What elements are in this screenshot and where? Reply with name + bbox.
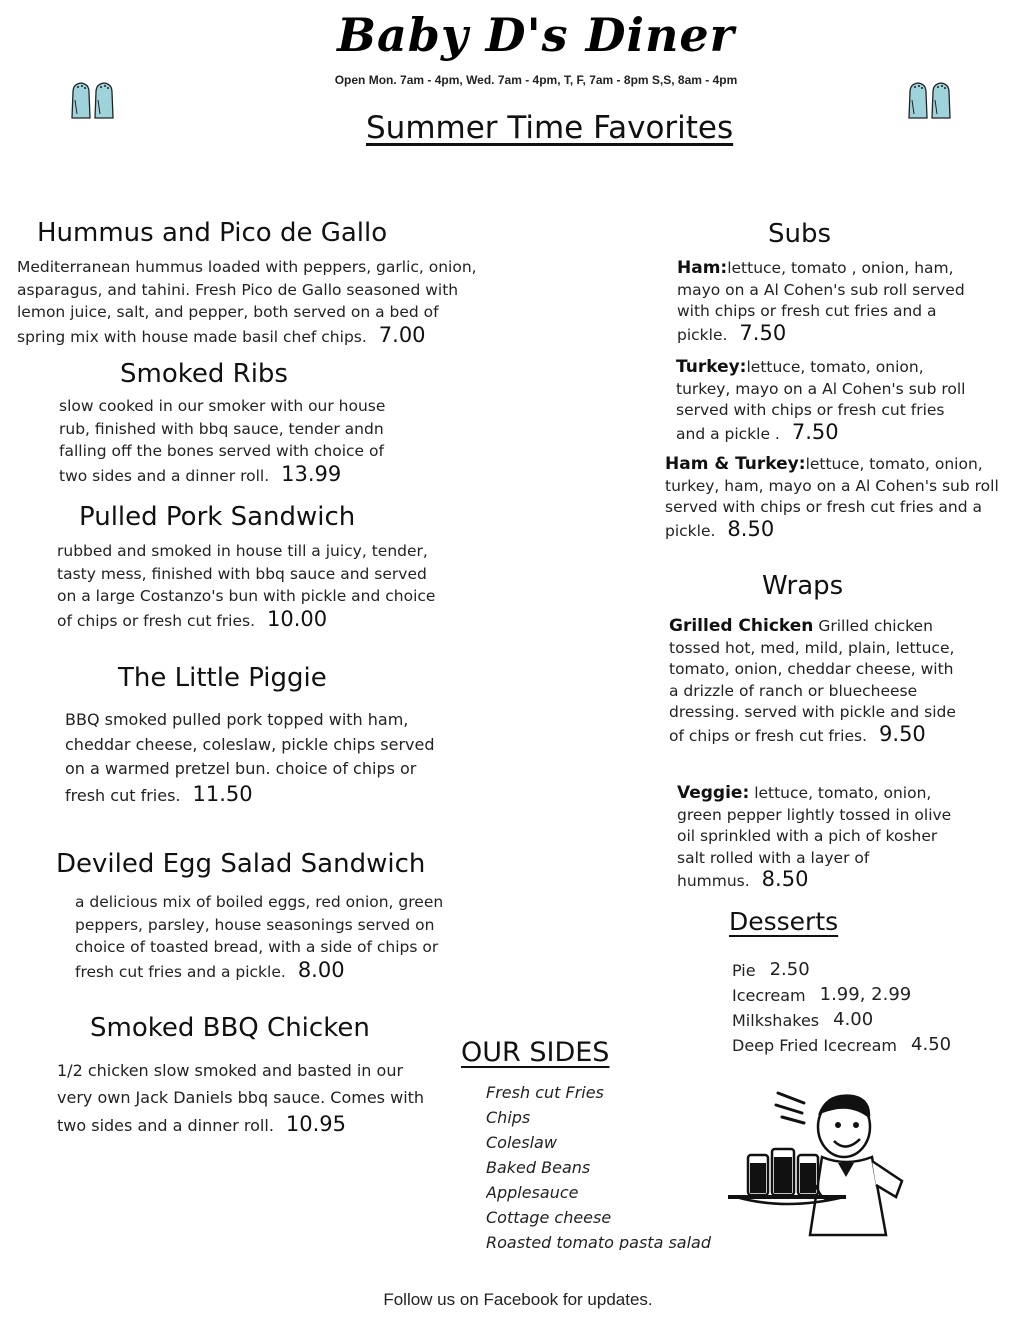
dessert-price: 1.99, 2.99 [819,984,912,1005]
item-price: 11.50 [192,781,253,806]
item-description [57,1057,442,1139]
dessert-item [732,1005,1012,1030]
salt-pepper-shakers-icon [905,78,957,122]
wrap-name: Grilled Chicken [669,616,814,636]
wrap-item [669,616,964,748]
sub-price: 7.50 [739,320,787,345]
sub-desc: lettuce, tomato, onion, turkey, ham, mayo on a Al Cohen's sub roll served with chips or fresh cut fries and a pickle. [665,455,999,540]
dessert-name: Icecream [732,986,806,1005]
dessert-name: Pie [732,961,756,980]
waiter-illustration [726,1085,936,1250]
item-desc-text: rubbed and smoked in house till a juicy, tender, tasty mess, finished with bbq sauce and served on a large Costanzo's bun with pickle and choice of chips or fresh cut fries. [57,542,436,630]
sub-price: 7.50 [791,419,839,444]
sides-list [486,1080,726,1250]
item-desc-text: BBQ smoked pulled pork topped with ham, cheddar cheese, coleslaw, pickle chips served on a warmed pretzel bun. choice of chips or fresh cut fries. [65,710,435,805]
side-item: Baked Beans [486,1158,591,1177]
dessert-item [732,980,1012,1005]
item-name: Smoked Ribs [120,359,288,389]
item-price: 7.00 [378,322,426,347]
item-price: 10.00 [267,606,328,631]
dessert-name: Deep Fried Icecream [732,1036,898,1055]
dessert-price: 4.00 [833,1009,874,1030]
item-description [59,395,404,487]
wrap-name: Veggie: [677,783,750,803]
sub-item [677,258,977,346]
item-description [75,891,460,983]
dessert-name: Milkshakes [732,1011,820,1030]
side-item: Applesauce [486,1183,579,1202]
menu-subtitle: Summer Time Favorites [366,110,734,146]
dessert-price: 2.50 [769,959,810,980]
item-name: The Little Piggie [118,663,327,693]
sub-name: Turkey: [676,357,747,377]
sub-desc: lettuce, tomato , onion, ham, mayo on a Al Cohen's sub roll served with chips or fresh cut fries and a pickle. [677,259,965,344]
side-item: Cottage cheese [486,1208,612,1227]
sub-item [665,454,1000,542]
sub-item [676,357,966,445]
item-desc-text: Mediterranean hummus loaded with peppers, garlic, onion, asparagus, and tahini. Fresh Pico de Gallo seasoned with lemon juice, salt, and pepper, both served on a bed of spring mix with house made basil chef chips. [17,258,477,346]
wrap-price: 8.50 [761,867,809,892]
wrap-item [677,783,952,893]
dessert-item [732,1030,1012,1055]
item-price: 10.95 [285,1112,347,1136]
side-item: Fresh cut Fries [486,1083,604,1102]
item-name: Deviled Egg Salad Sandwich [56,849,426,879]
wrap-desc: lettuce, tomato, onion, green pepper lightly tossed in olive oil sprinkled with a pich of kosher salt rolled with a layer of hummus. [677,784,952,891]
side-item: Chips [486,1108,531,1127]
wrap-desc: Grilled chicken tossed hot, med, mild, plain, lettuce, tomato, onion, cheddar cheese, with a drizzle of ranch or bluecheese dressing. served with pickle and side of chips or fresh cut fries. [669,617,956,745]
item-name: Hummus and Pico de Gallo [37,218,388,248]
item-name: Pulled Pork Sandwich [79,502,356,532]
item-price: 8.00 [297,957,345,982]
dessert-item [732,955,1012,980]
dessert-price: 4.50 [911,1034,952,1055]
sub-desc: lettuce, tomato, onion, turkey, mayo on a Al Cohen's sub roll served with chips or fresh cut fries and a pickle . [676,358,966,443]
item-desc-text: 1/2 chicken slow smoked and basted in our very own Jack Daniels bbq sauce. Comes with two sides and a dinner roll. [57,1061,425,1135]
sub-name: Ham: [677,258,728,278]
side-item: Roasted tomato pasta salad [486,1233,712,1250]
footer-note: Follow us on Facebook for updates. [383,1290,653,1309]
sub-name: Ham & Turkey: [665,454,806,474]
item-description [17,256,479,348]
item-price: 13.99 [281,461,342,486]
desserts-heading: Desserts [729,907,839,936]
item-description [57,540,439,632]
item-desc-text: a delicious mix of boiled eggs, red onion, green peppers, parsley, house seasonings served on choice of toasted bread, with a side of chips or fresh cut fries and a pickle. [75,893,444,981]
subs-heading: Subs [768,219,832,249]
salt-pepper-shakers-icon [68,78,120,122]
sub-price: 8.50 [727,516,775,541]
desserts-list [732,955,1012,1055]
wraps-heading: Wraps [762,571,844,601]
side-item: Coleslaw [486,1133,557,1152]
opening-hours: Open Mon. 7am - 4pm, Wed. 7am - 4pm, T, F, 7am - 8pm S,S, 8am - 4pm [334,73,738,87]
item-description [65,708,450,808]
sides-heading: OUR SIDES [461,1037,610,1068]
wrap-price: 9.50 [879,721,926,746]
item-desc-text: slow cooked in our smoker with our house rub, finished with bbq sauce, tender andn falling off the bones served with choice of two sides and a dinner roll. [59,397,386,485]
diner-title: Baby D's Diner [337,8,735,62]
item-name: Smoked BBQ Chicken [90,1013,370,1043]
